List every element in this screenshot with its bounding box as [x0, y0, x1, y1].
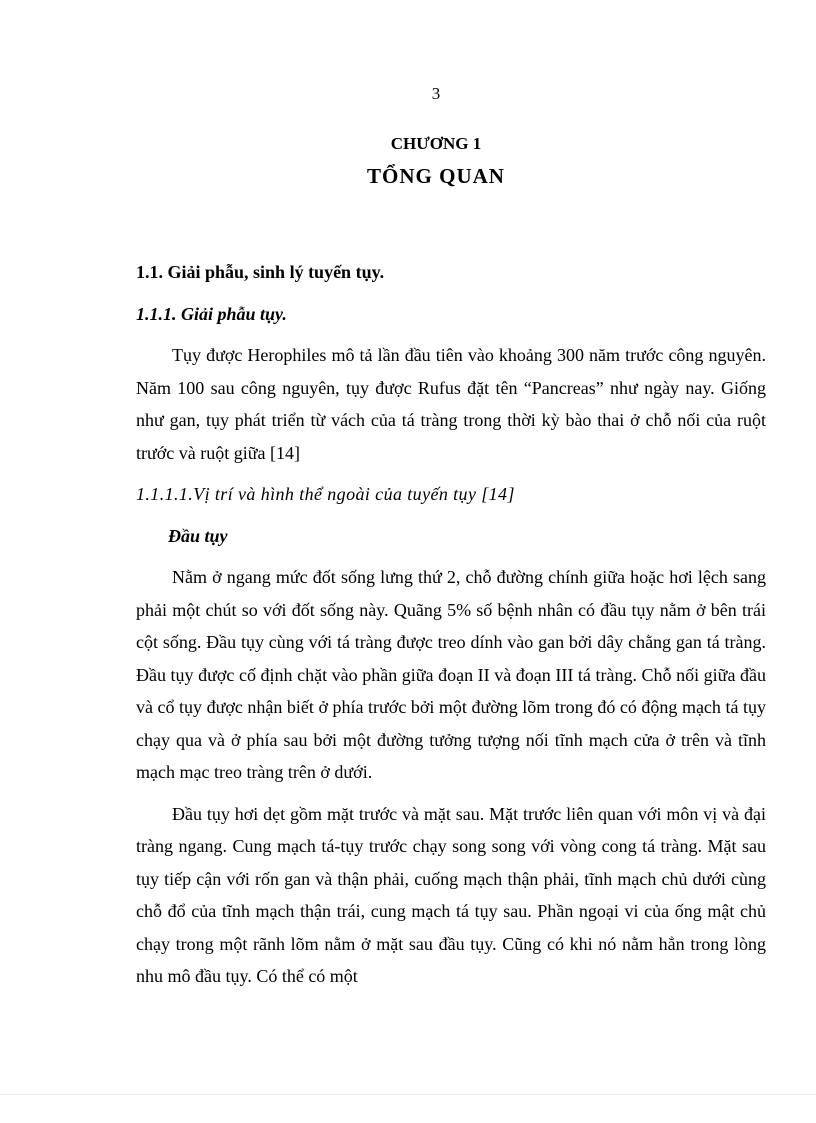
chapter-title: TỔNG QUAN — [367, 164, 505, 188]
chapter-label: CHƯƠNG 1 — [390, 134, 482, 153]
section-heading-1-1-1: 1.1.1. Giải phẫu tụy. — [136, 303, 287, 324]
section-heading-1-1-1-1: 1.1.1.1.Vị trí và hình thể ngoài của tuyến tụy [14] — [136, 484, 515, 504]
page-number: 3 — [431, 84, 441, 103]
paragraph-dau-tuy-surfaces: Đầu tụy hơi dẹt gồm mặt trước và mặt sau. Mặt trước liên quan với môn vị và đại tràng ngang. Cung mạch tá-tụy trước chạy song song với vòng cong tá tràng. Mặt sau tụy tiếp cận với rốn gan và thận phải, cuống mạch thận phải, tĩnh mạch chủ dưới cùng chỗ đổ của tĩnh mạch thận trái, cung mạch tá tụy sau. Phần ngoại vi của ống mật chủ chạy trong một rãnh lõm nằm ở mặt sau đầu tụy. Cũng có khi nó nằm hẳn trong lòng nhu mô đầu tụy. Có thể có một — [136, 803, 766, 986]
section-heading-1-1: 1.1. Giải phẫu, sinh lý tuyến tụy. — [136, 262, 385, 282]
paragraph-dau-tuy-position: Nằm ở ngang mức đốt sống lưng thứ 2, chỗ đường chính giữa hoặc hơi lệch sang phải một chút so với đốt sống này. Quãng 5% số bệnh nhân có đầu tụy nằm ở bên trái cột sống. Đầu tụy cùng với tá tràng được treo dính vào gan bởi dây chằng gan tá tràng. Đầu tụy được cố định chặt vào phần giữa đoạn II và đoạn III tá tràng. Chỗ nối giữa đầu và cổ tụy được nhận biết ở phía trước bởi một đường lõm trong đó có động mạch tá tụy chạy qua và ở phía sau bởi một đường tưởng tượng nối tĩnh mạch cửa ở trên và tĩnh mạch mạc treo tràng trên ở dưới. — [136, 567, 766, 782]
page-bottom-divider — [0, 1094, 816, 1095]
paragraph-intro: Tụy được Herophiles mô tả lần đầu tiên vào khoảng 300 năm trước công nguyên. Năm 100 sau công nguyên, tụy được Rufus đặt tên “Pancreas” như ngày nay. Giống như gan, tụy phát triển từ vách của tá tràng trong thời kỳ bào thai ở chỗ nối của ruột trước và ruột giữa [14] — [136, 345, 766, 463]
document-body — [136, 256, 766, 1002]
subheading-dau-tuy: Đầu tụy — [168, 525, 228, 546]
